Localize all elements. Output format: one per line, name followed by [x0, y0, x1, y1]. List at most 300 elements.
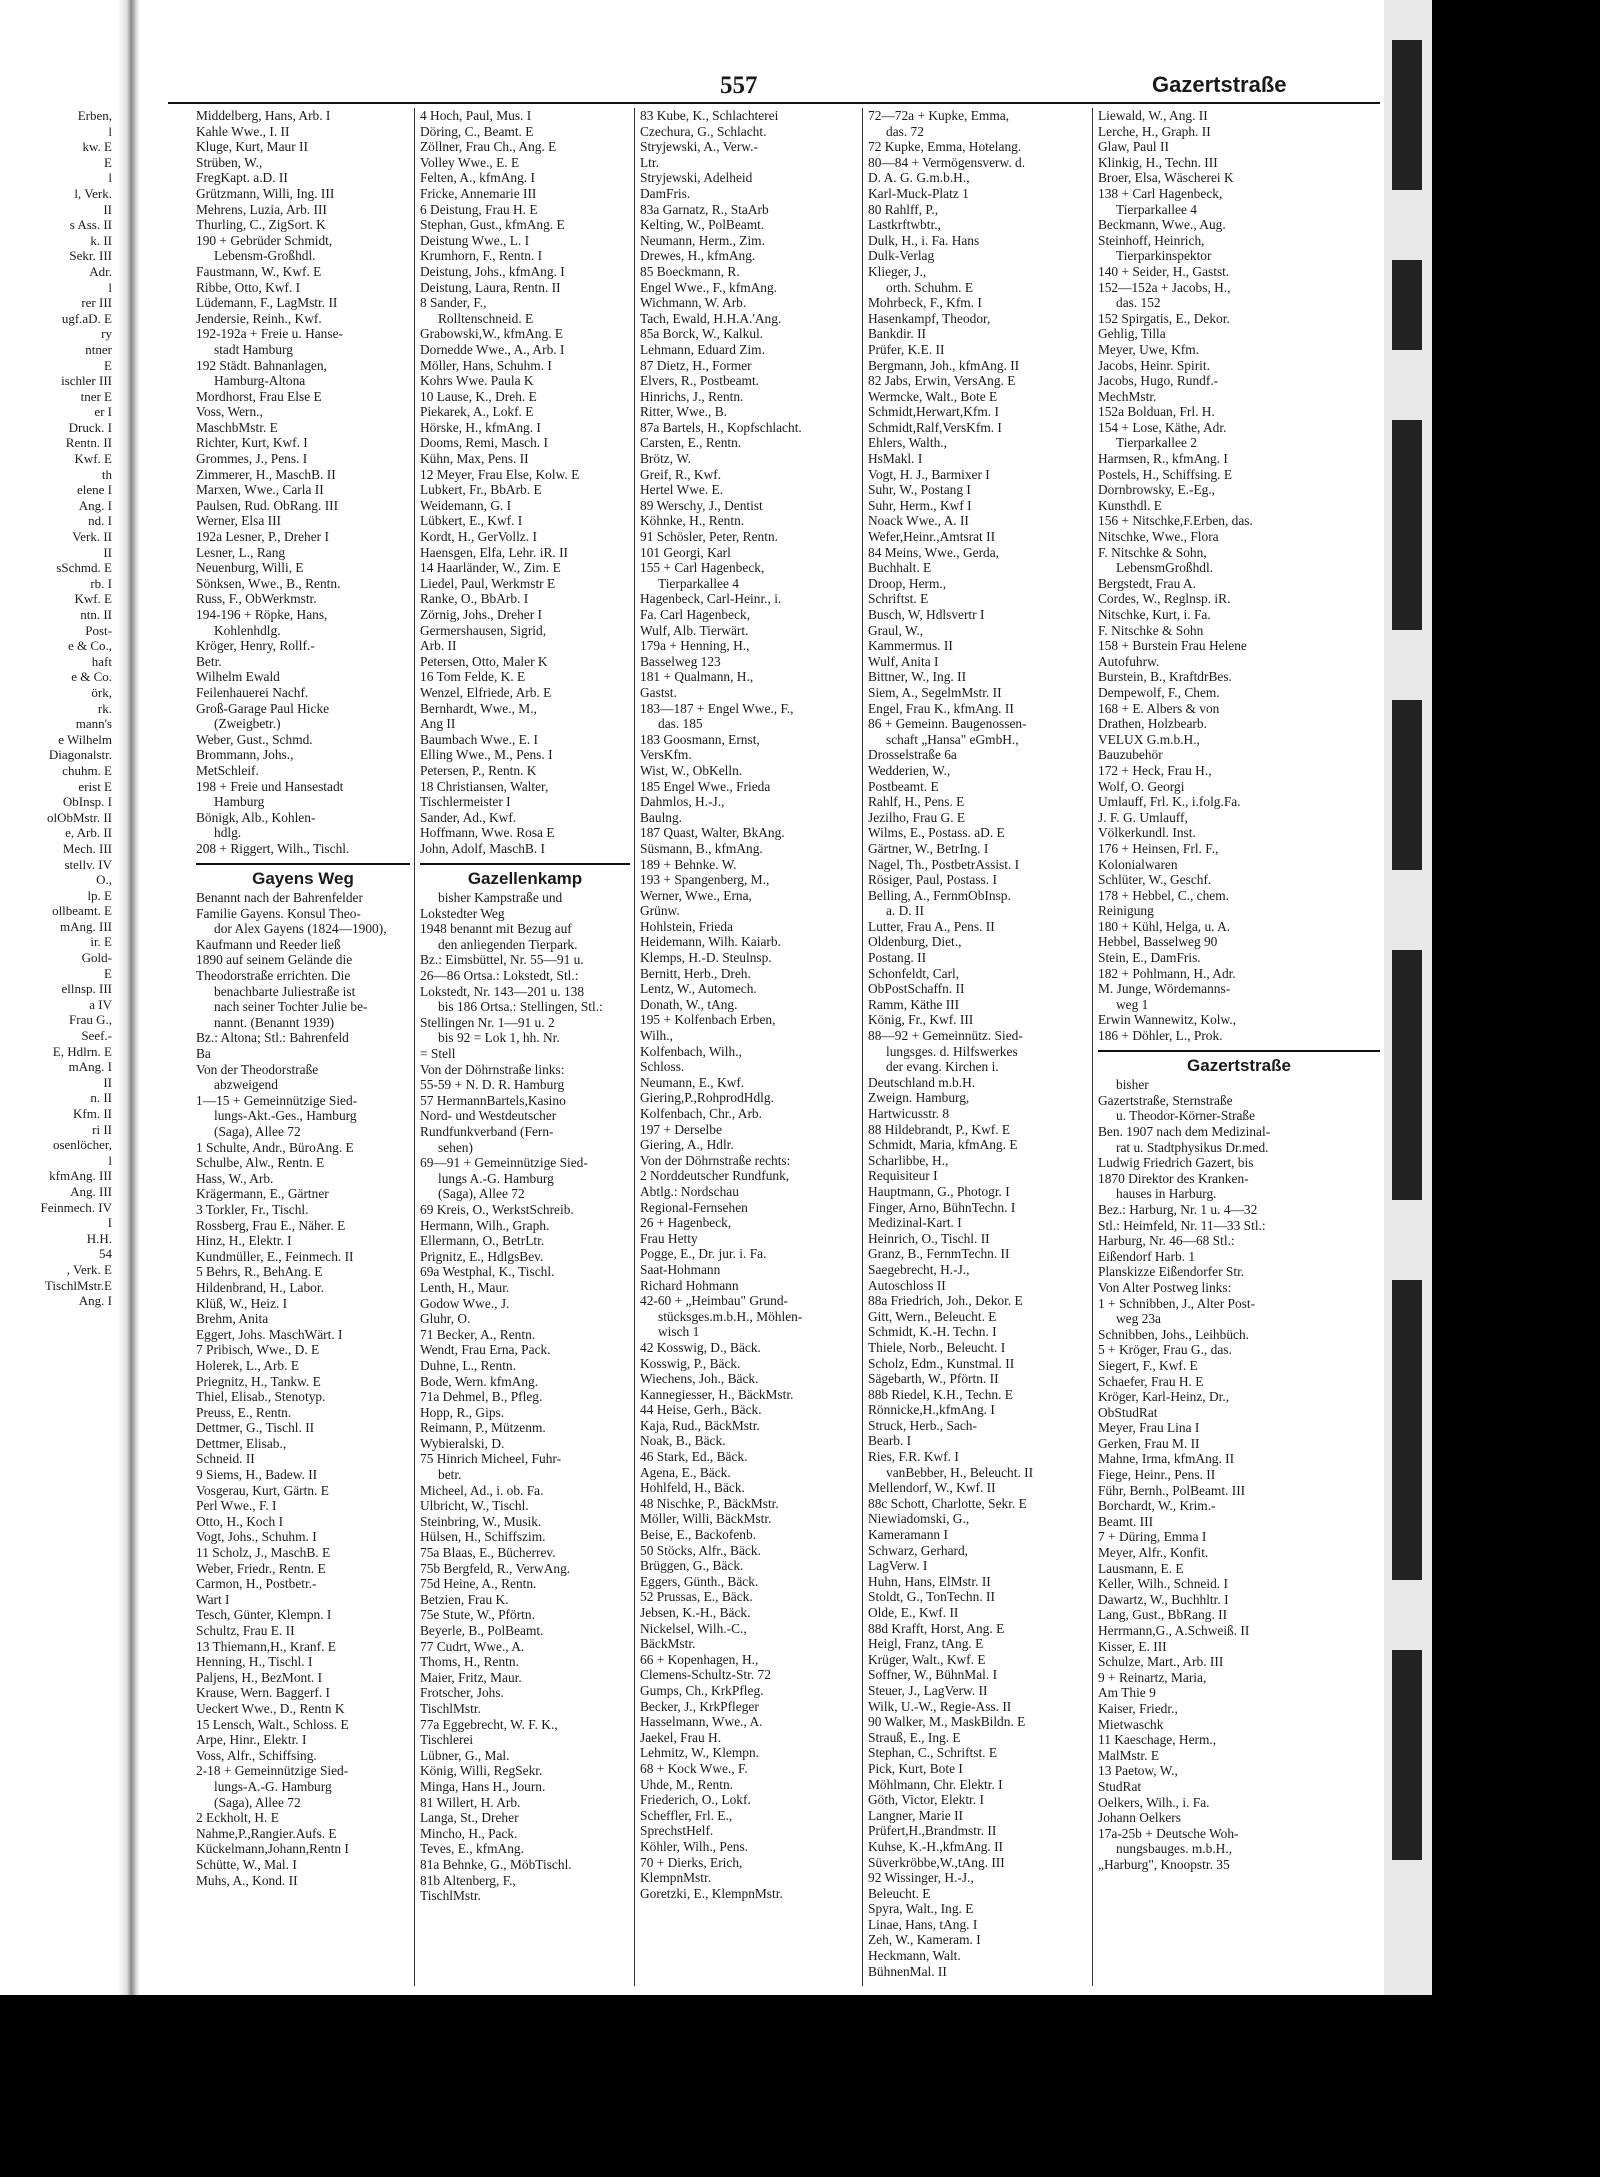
directory-entry: Kisser, E. III: [1098, 1638, 1167, 1654]
directory-entry: Belling, A., FernmObInsp.: [868, 887, 1011, 903]
edge-mark: [1392, 700, 1422, 870]
directory-entry: 11 Scholz, J., MaschB. E: [196, 1545, 331, 1561]
left-page-fragment: ry: [101, 326, 112, 342]
directory-entry: 13 Paetow, W.,: [1098, 1763, 1178, 1779]
directory-entry: Giering,P.,RohprodHdlg.: [640, 1090, 774, 1106]
directory-entry: Hinz, H., Elektr. I: [196, 1233, 292, 1249]
left-page-fragment: II: [103, 544, 112, 560]
directory-entry: Droop, Herm.,: [868, 575, 947, 591]
directory-entry: stücksges.m.b.H., Möhlen-: [658, 1308, 803, 1324]
directory-entry: Kaja, Rud., BäckMstr.: [640, 1417, 760, 1433]
directory-entry: a. D. II: [886, 903, 924, 919]
directory-entry: Rossberg, Frau E., Näher. E: [196, 1217, 346, 1233]
book-binding-shadow: [118, 0, 140, 1995]
directory-entry: Voss, Wern.,: [196, 404, 263, 420]
directory-entry: Elvers, R., Postbeamt.: [640, 373, 760, 389]
directory-entry: Dooms, Remi, Masch. I: [420, 435, 548, 451]
directory-entry: Drathen, Holzbearb.: [1098, 716, 1207, 732]
directory-entry: Gazertstraße, Sternstraße: [1098, 1092, 1233, 1108]
directory-entry: KlempnMstr.: [640, 1870, 712, 1886]
directory-entry: 2-18 + Gemeinnützige Sied-: [196, 1763, 349, 1779]
directory-entry: 16 Tom Felde, K. E: [420, 669, 526, 685]
directory-entry: Kaiser, Friedr.,: [1098, 1700, 1178, 1716]
directory-entry: Mincho, H., Pack.: [420, 1825, 518, 1841]
directory-entry: Stephan, C., Schriftst. E: [868, 1745, 998, 1761]
directory-entry: Kuhse, K.-H.,kfmAng. II: [868, 1838, 1003, 1854]
directory-entry: Wendt, Frau Erna, Pack.: [420, 1342, 551, 1358]
directory-entry: Jebsen, K.-H., Bäck.: [640, 1605, 751, 1620]
directory-entry: 140 + Seider, H., Gastst.: [1098, 263, 1230, 279]
directory-entry: Rundfunkverband (Fern-: [420, 1124, 554, 1139]
directory-entry: lungs A.-G. Hamburg: [438, 1170, 554, 1186]
directory-entry: Steinbring, W., Musik.: [420, 1513, 542, 1529]
directory-entry: Hülsen, H., Schiffszim.: [420, 1529, 546, 1545]
directory-entry: Kundmüller, E., Feinmech. II: [196, 1248, 354, 1264]
directory-entry: Jacobs, Hugo, Rundf.-: [1098, 373, 1219, 389]
column-2-entries-2: [420, 890, 630, 1904]
directory-entry: Ranke, O., BbArb. I: [420, 591, 529, 607]
directory-entry: 82 Jabs, Erwin, VersAng. E: [868, 373, 1016, 389]
edge-mark: [1392, 1280, 1422, 1580]
left-page-fragment: Kwf. E: [74, 451, 112, 467]
directory-entry: Schultz, Frau E. II: [196, 1623, 295, 1638]
directory-entry: Hohlfeld, H., Bäck.: [640, 1480, 745, 1496]
directory-entry: Schmidt,Ralf,VersKfm. I: [868, 419, 1002, 435]
directory-entry: TischlMstr.: [420, 1700, 481, 1716]
left-page-fragment: mAng. III: [60, 918, 112, 934]
directory-entry: 7 Pribisch, Wwe., D. E: [196, 1342, 320, 1358]
directory-entry: Köhnke, H., Rentn.: [640, 513, 745, 529]
directory-entry: Dahmlos, H.-J.,: [640, 794, 725, 810]
directory-entry: Middelberg, Hans, Arb. I: [196, 108, 331, 123]
directory-entry: 50 Stöcks, Alfr., Bäck.: [640, 1542, 761, 1558]
directory-entry: Zeh, W., Kameram. I: [868, 1932, 981, 1948]
directory-entry: FregKapt. a.D. II: [196, 170, 288, 186]
directory-entry: Neumann, Herm., Zim.: [640, 232, 765, 248]
column-divider: [414, 108, 415, 1986]
directory-entry: Sander, Ad., Kwf.: [420, 809, 517, 825]
left-page-fragment: Seef.-: [81, 1028, 112, 1044]
directory-entry: Familie Gayens. Konsul Theo-: [196, 905, 361, 921]
directory-entry: Baulng.: [640, 809, 683, 825]
directory-entry: 6 Deistung, Frau H. E: [420, 201, 538, 217]
directory-entry: Möller, Hans, Schuhm. I: [420, 357, 552, 373]
directory-entry: Möhlmann, Chr. Elektr. I: [868, 1776, 1003, 1792]
directory-entry: TischlMstr.: [420, 1888, 481, 1904]
directory-entry: Siem, A., SegelmMstr. II: [868, 684, 1002, 700]
edge-mark: [1392, 1650, 1422, 1860]
directory-entry: Kröger, Henry, Rollf.-: [196, 638, 315, 654]
directory-entry: 185 Engel Wwe., Frieda: [640, 778, 771, 794]
directory-entry: Dawartz, W., Buchhltr. I: [1098, 1591, 1229, 1607]
directory-entry: 1 Schulte, Andr., BüroAng. E: [196, 1139, 354, 1155]
directory-entry: Krüger, Walt., Kwf. E: [868, 1651, 986, 1667]
directory-entry: Harburg, Nr. 46—68 Stl.:: [1098, 1233, 1235, 1249]
directory-entry: 68 + Kock Wwe., F.: [640, 1760, 748, 1776]
directory-entry: Deistung, Johs., kfmAng. I: [420, 263, 565, 279]
directory-entry: 87a Bartels, H., Kopfschlacht.: [640, 419, 802, 435]
directory-entry: Vosgerau, Kurt, Gärtn. E: [196, 1482, 329, 1498]
section-heading-gayens-weg: Gayens Weg: [196, 863, 410, 887]
left-page-fragment: Ang. III: [70, 1183, 112, 1199]
directory-entry: vanBebber, H., Beleucht. II: [886, 1464, 1034, 1480]
directory-entry: Bz.: Eimsbüttel, Nr. 55—91 u.: [420, 952, 584, 968]
left-page-fragment: l: [108, 123, 112, 139]
left-page-fragment: n. II: [90, 1090, 112, 1106]
directory-entry: Volley Wwe., E. E: [420, 154, 520, 170]
directory-entry: Schlüter, W., Geschf.: [1098, 872, 1212, 888]
directory-entry: Kohlenhdlg.: [214, 622, 281, 638]
directory-entry: Lenth, H., Maur.: [420, 1279, 510, 1295]
directory-entry: Hopp, R., Gips.: [420, 1404, 505, 1420]
directory-entry: 176 + Heinsen, Frl. F.,: [1098, 840, 1219, 856]
directory-entry: 190 + Gebrüder Schmidt,: [196, 232, 333, 248]
directory-entry: bis 186 Ortsa.: Stellingen, Stl.:: [438, 999, 603, 1015]
directory-entry: Tierparkallee 4: [658, 575, 739, 591]
directory-entry: Haensgen, Elfa, Lehr. iR. II: [420, 544, 568, 560]
directory-entry: Thurling, C., ZigSort. K: [196, 217, 326, 233]
directory-entry: bis 92 = Lok 1, hh. Nr.: [438, 1030, 560, 1046]
directory-entry: 88b Riedel, K.H., Techn. E: [868, 1386, 1013, 1402]
section-heading-gazellenkamp: Gazellenkamp: [420, 863, 630, 887]
left-page-fragment: rk.: [97, 700, 112, 716]
directory-entry: Rönnicke,H.,kfmAng. I: [868, 1402, 995, 1418]
directory-entry: Beleucht. E: [868, 1885, 931, 1901]
directory-entry: Czechura, G., Schlacht.: [640, 123, 767, 139]
directory-entry: Preuss, E., Rentn.: [196, 1404, 292, 1420]
left-page-fragment: Sekr. III: [69, 248, 112, 264]
directory-entry: 81b Altenberg, F.,: [420, 1872, 516, 1888]
directory-entry: 81a Behnke, G., MöbTischl.: [420, 1856, 572, 1872]
directory-entry: Schmidt,Herwart,Kfm. I: [868, 404, 999, 420]
directory-entry: Jaekel, Frau H.: [640, 1729, 722, 1745]
directory-entry: 88a Friedrich, Joh., Dekor. E: [868, 1293, 1023, 1309]
directory-entry: stadt Hamburg: [214, 341, 293, 357]
directory-entry: Greif, R., Kwf.: [640, 466, 722, 482]
left-page-fragment: e & Co.,: [67, 638, 112, 654]
left-page-fragment: E, Hdlrn. E: [52, 1043, 112, 1059]
directory-entry: Führ, Bernh., PolBeamt. III: [1098, 1482, 1246, 1498]
directory-entry: 195 + Kolfenbach Erben,: [640, 1012, 776, 1028]
directory-entry: Betr.: [196, 653, 222, 669]
directory-entry: Thoms, H., Rentn.: [420, 1654, 519, 1670]
directory-entry: Wilh.,: [640, 1028, 673, 1044]
directory-entry: Kröger, Karl-Heinz, Dr.,: [1098, 1389, 1230, 1405]
directory-entry: Postang. II: [868, 950, 927, 966]
directory-entry: Micheel, Ad., i. ob. Fa.: [420, 1482, 544, 1498]
directory-entry: Meyer, Frau Lina I: [1098, 1420, 1200, 1436]
directory-entry: Völkerkundl. Inst.: [1098, 825, 1196, 841]
directory-entry: Lehmitz, W., Klempn.: [640, 1745, 760, 1761]
left-page-fragment: Gold-: [81, 950, 112, 966]
directory-entry: 9 + Reinartz, Maria,: [1098, 1669, 1207, 1685]
column-divider: [634, 108, 635, 1986]
left-page-fragment: ObInsp. I: [62, 794, 112, 810]
directory-entry: SprechstHelf.: [640, 1823, 714, 1839]
left-page-fragment: E: [104, 357, 112, 373]
directory-entry: Ltr.: [640, 154, 659, 170]
directory-entry: Bauzubehör: [1098, 747, 1163, 763]
left-page-fragment: l: [108, 170, 112, 186]
directory-entry: Oldenburg, Diet.,: [868, 934, 962, 950]
directory-entry: Feilenhauerei Nachf.: [196, 684, 309, 700]
directory-entry: rat u. Stadtphysikus Dr.med.: [1116, 1139, 1269, 1155]
directory-entry: Hasenkampf, Theodor,: [868, 310, 991, 326]
directory-entry: 69a Westphal, K., Tischl.: [420, 1264, 555, 1280]
directory-entry: Zörnig, Johs., Dreher I: [420, 607, 542, 622]
directory-entry: Russ, F., ObWerkmstr.: [196, 591, 317, 607]
directory-entry: Schütte, W., Mal. I: [196, 1856, 297, 1872]
directory-entry: = Stell: [420, 1046, 456, 1062]
directory-entry: Mordhorst, Frau Else E: [196, 388, 322, 404]
directory-entry: Krause, Wern. Baggerf. I: [196, 1685, 331, 1701]
directory-entry: Wolf, O. Georgi: [1098, 778, 1185, 794]
directory-entry: Jendersie, Reinh., Kwf.: [196, 310, 322, 326]
directory-entry: Klemps, H.-D. Steulnsp.: [640, 950, 772, 966]
left-page-fragment: er I: [94, 404, 112, 420]
left-page-fragment: ri II: [92, 1121, 112, 1137]
directory-entry: Thiele, Norb., Beleucht. I: [868, 1339, 1006, 1355]
left-page-fragment: ischler III: [61, 373, 112, 389]
left-page-fragment: rb. I: [90, 575, 112, 591]
directory-entry: Beamt. III: [1098, 1513, 1154, 1529]
directory-entry: Buchhalt. E: [868, 560, 932, 576]
column-3-entries: [640, 108, 858, 1901]
directory-entry: Nord- und Westdeutscher: [420, 1108, 557, 1124]
left-page-fragments: [0, 108, 112, 1309]
directory-entry: Heinrich, O., Tischl. II: [868, 1230, 990, 1246]
directory-entry: Ludwig Friedrich Gazert, bis: [1098, 1155, 1254, 1171]
directory-entry: Huhn, Hans, ElMstr. II: [868, 1573, 991, 1589]
directory-entry: Am Thie 9: [1098, 1685, 1156, 1701]
directory-entry: Herrmann,G., A.Schweiß. II: [1098, 1623, 1250, 1638]
left-page-fragment: Feinmech. IV: [40, 1199, 112, 1215]
directory-entry: 2 Norddeutscher Rundfunk,: [640, 1168, 790, 1184]
scan-border-bottom: [0, 1995, 1432, 2177]
directory-entry: lungs-A.-G. Hamburg: [214, 1778, 332, 1794]
directory-entry: 183 Goosmann, Ernst,: [640, 731, 760, 747]
directory-entry: Fiege, Heinr., Pens. II: [1098, 1467, 1216, 1483]
directory-entry: Johann Oelkers: [1098, 1810, 1181, 1826]
directory-entry: 80 Rahlff, P.,: [868, 201, 939, 217]
directory-entry: 77 Cudrt, Wwe., A.: [420, 1638, 525, 1654]
left-page-fragment: erist E: [78, 778, 112, 794]
directory-entry: Schneid. II: [196, 1451, 255, 1467]
directory-entry: Bankdir. II: [868, 326, 927, 342]
directory-entry: (Saga), Allee 72: [438, 1186, 525, 1202]
directory-entry: 1 + Schnibben, J., Alter Post-: [1098, 1295, 1256, 1311]
directory-entry: HsMakl. I: [868, 451, 923, 467]
directory-entry: Regional-Fernsehen: [640, 1199, 748, 1215]
directory-entry: Schaefer, Frau H. E: [1098, 1373, 1204, 1389]
directory-entry: den anliegenden Tierpark.: [438, 936, 578, 952]
edge-mark: [1392, 950, 1422, 1200]
directory-entry: Hauptmann, G., Photogr. I: [868, 1183, 1010, 1199]
directory-entry: Hagenbeck, Carl-Heinr., i.: [640, 591, 782, 607]
directory-entry: 158 + Burstein Frau Helene: [1098, 638, 1247, 654]
directory-entry: Prüfert,H.,Brandmstr. II: [868, 1823, 997, 1839]
directory-entry: 44 Heise, Gerh., Bäck.: [640, 1402, 762, 1418]
directory-entry: Kolfenbach, Wilh.,: [640, 1043, 742, 1059]
directory-entry: das. 185: [658, 716, 703, 732]
directory-entry: Nahme,P.,Rangier.Aufs. E: [196, 1825, 337, 1841]
directory-entry: Keller, Wilh., Schneid. I: [1098, 1576, 1228, 1592]
directory-entry: 152a Bolduan, Frl. H.: [1098, 404, 1215, 420]
directory-entry: Eißendorf Harb. 1: [1098, 1248, 1196, 1264]
directory-entry: Giering, A., Hdlr.: [640, 1137, 734, 1153]
directory-entry: Grommes, J., Pens. I: [196, 451, 308, 467]
edge-mark: [1392, 260, 1422, 350]
directory-entry: Mehrens, Luzia, Arb. III: [196, 201, 327, 217]
left-page-fragment: chuhm. E: [62, 762, 112, 778]
directory-entry: 88d Krafft, Horst, Ang. E: [868, 1620, 1005, 1636]
directory-entry: Noack Wwe., A. II: [868, 513, 969, 529]
directory-entry: Wilhelm Ewald: [196, 669, 280, 685]
directory-entry: 13 Thiemann,H., Kranf. E: [196, 1638, 336, 1654]
directory-entry: Wulf, Alb. Tierwärt.: [640, 622, 749, 638]
directory-entry: 72—72a + Kupke, Emma,: [868, 108, 1010, 123]
left-page-fragment: th: [101, 466, 112, 482]
directory-entry: weg 1: [1116, 996, 1149, 1012]
directory-entry: Kunsthdl. E: [1098, 497, 1162, 513]
directory-entry: Neumann, E., Kwf.: [640, 1074, 745, 1090]
directory-entry: 155 + Carl Hagenbeck,: [640, 560, 765, 576]
directory-entry: Germershausen, Sigrid,: [420, 622, 547, 638]
directory-entry: 4 Hoch, Paul, Mus. I: [420, 108, 532, 123]
directory-entry: Gluhr, O.: [420, 1311, 471, 1327]
left-page-fragment: E: [104, 154, 112, 170]
directory-entry: 17a-25b + Deutsche Woh-: [1098, 1825, 1239, 1841]
directory-entry: Tierparkallee 4: [1116, 201, 1197, 217]
left-page-fragment: olObMstr. II: [47, 809, 112, 825]
directory-entry: Gerken, Frau M. II: [1098, 1435, 1200, 1451]
left-page-fragment: Ang. I: [78, 497, 112, 513]
directory-entry: Hildenbrand, H., Labor.: [196, 1279, 324, 1295]
directory-entry: Bernitt, Herb., Dreh.: [640, 965, 751, 981]
directory-entry: 2 Eckholt, H. E: [196, 1810, 279, 1826]
directory-entry: Becker, J., KrkPfleger: [640, 1698, 759, 1714]
directory-entry: Engel, Frau K., kfmAng. II: [868, 700, 1014, 716]
directory-entry: Strüben, W.,: [196, 154, 263, 170]
directory-entry: benachbarte Juliestraße ist: [214, 983, 356, 999]
directory-entry: Maier, Fritz, Maur.: [420, 1669, 522, 1685]
directory-entry: Nickelsel, Wilh.-C.,: [640, 1620, 747, 1636]
directory-entry: Wefer,Heinr.,Amtsrat II: [868, 529, 996, 545]
directory-entry: weg 23a: [1116, 1311, 1161, 1327]
directory-entry: Scheffler, Frl. E.,: [640, 1807, 733, 1823]
directory-entry: Werner, Wwe., Erna,: [640, 887, 752, 903]
column-1-entries: [196, 108, 410, 857]
directory-entry: Wichmann, W. Arb.: [640, 295, 747, 311]
left-page-fragment: s Ass. II: [69, 217, 112, 233]
directory-entry: Saat-Hohmann: [640, 1261, 721, 1277]
directory-entry: ObStudRat: [1098, 1404, 1158, 1420]
directory-entry: 1870 Direktor des Kranken-: [1098, 1170, 1249, 1186]
directory-entry: Weber, Gust., Schmd.: [196, 731, 313, 747]
column-1-entries-2: [196, 890, 410, 1888]
directory-entry: Strauß, E., Ing. E: [868, 1729, 961, 1745]
directory-entry: Jacobs, Heinr. Spirit.: [1098, 357, 1210, 373]
edge-mark: [1392, 40, 1422, 190]
directory-entry: Liewald, W., Ang. II: [1098, 108, 1208, 123]
directory-entry: Granz, B., FernmTechn. II: [868, 1246, 1010, 1262]
directory-entry: Arpe, Hinr., Elektr. I: [196, 1732, 307, 1748]
left-page-fragment: nd. I: [88, 513, 112, 529]
directory-entry: Muhs, A., Kond. II: [196, 1872, 298, 1888]
directory-entry: Erwin Wannewitz, Kolw.,: [1098, 1012, 1237, 1028]
directory-entry: Karl-Muck-Platz 1: [868, 185, 969, 201]
directory-entry: Wart I: [196, 1591, 230, 1607]
directory-entry: Möller, Willi, BäckMstr.: [640, 1511, 772, 1527]
directory-entry: (Zweigbetr.): [214, 716, 281, 732]
directory-entry: Felten, A., kfmAng. I: [420, 170, 535, 186]
directory-entry: Klinkig, H., Techn. III: [1098, 154, 1218, 170]
directory-entry: Köhler, Wilh., Pens.: [640, 1838, 749, 1854]
left-page-fragment: ollbeamt. E: [52, 903, 112, 919]
directory-entry: Burstein, B., KraftdrBes.: [1098, 669, 1232, 685]
column-5-entries-2: [1098, 1077, 1380, 1872]
left-page-fragment: mann's: [75, 716, 112, 732]
directory-entry: Rösiger, Paul, Postass. I: [868, 872, 997, 888]
directory-entry: MaschbMstr. E: [196, 419, 278, 435]
directory-entry: Beise, E., Backofenb.: [640, 1527, 757, 1543]
directory-entry: Dettmer, G., Tischl. II: [196, 1420, 315, 1436]
directory-entry: 18 Christiansen, Walter,: [420, 778, 549, 794]
left-page-fragment: Erben,: [77, 108, 112, 123]
left-page-fragment: E: [104, 965, 112, 981]
directory-entry: 189 + Behnke. W.: [640, 856, 737, 872]
directory-entry: 193 + Spangenberg, M.,: [640, 872, 770, 888]
left-page-fragment: rer III: [81, 295, 112, 311]
directory-entry: Hörske, H., kfmAng. I: [420, 419, 541, 435]
directory-entry: 186 + Döhler, L., Prok.: [1098, 1028, 1223, 1044]
left-page-fragment: O.,: [96, 872, 112, 888]
left-page-fragment: sSchmd. E: [56, 560, 112, 576]
directory-entry: nungsbauges. m.b.H.,: [1116, 1841, 1233, 1857]
directory-entry: 12 Meyer, Frau Else, Kolw. E: [420, 466, 580, 482]
directory-entry: D. A. G. G.m.b.H.,: [868, 170, 970, 186]
directory-entry: Bez.: Harburg, Nr. 1 u. 4—32: [1098, 1201, 1258, 1217]
directory-entry: Wermcke, Walt., Bote E: [868, 388, 998, 404]
directory-entry: Glaw, Paul II: [1098, 139, 1169, 155]
directory-entry: Goretzki, E., KlempnMstr.: [640, 1885, 783, 1901]
directory-entry: Tierparkallee 2: [1116, 435, 1197, 451]
directory-entry: VELUX G.m.b.H.,: [1098, 731, 1200, 747]
directory-entry: Clemens-Schultz-Str. 72: [640, 1667, 771, 1683]
directory-entry: 75d Heine, A., Rentn.: [420, 1576, 537, 1592]
directory-entry: Kolfenbach, Chr., Arb.: [640, 1106, 762, 1121]
left-page-fragment: kfmAng. III: [49, 1168, 112, 1184]
directory-entry: Cordes, W., Reglnsp. iR.: [1098, 591, 1231, 607]
directory-entry: 55-59 + N. D. R. Hamburg: [420, 1077, 565, 1093]
directory-entry: Schulbe, Alw., Rentn. E: [196, 1155, 325, 1171]
directory-entry: Brüggen, G., Bäck.: [640, 1558, 744, 1574]
directory-entry: Kahle Wwe., I. II: [196, 123, 290, 139]
directory-entry: Tischlermeister I: [420, 794, 511, 810]
directory-entry: 172 + Heck, Frau H.,: [1098, 762, 1212, 778]
directory-entry: 154 + Lose, Käthe, Adr.: [1098, 419, 1227, 435]
directory-entry: Ramm, Käthe III: [868, 996, 960, 1012]
directory-entry: 75 Hinrich Micheel, Fuhr-: [420, 1451, 562, 1467]
directory-entry: 168 + E. Albers & von: [1098, 700, 1220, 716]
directory-entry: Langner, Marie II: [868, 1807, 964, 1823]
directory-entry: Elling Wwe., M., Pens. I: [420, 747, 553, 763]
left-page-fragment: Kwf. E: [74, 591, 112, 607]
left-page-fragment: l: [108, 279, 112, 295]
directory-entry: Lübkert, E., Kwf. I: [420, 513, 523, 529]
directory-entry: John, Adolf, MaschB. I: [420, 840, 545, 856]
column-5-entries: [1098, 108, 1380, 1044]
